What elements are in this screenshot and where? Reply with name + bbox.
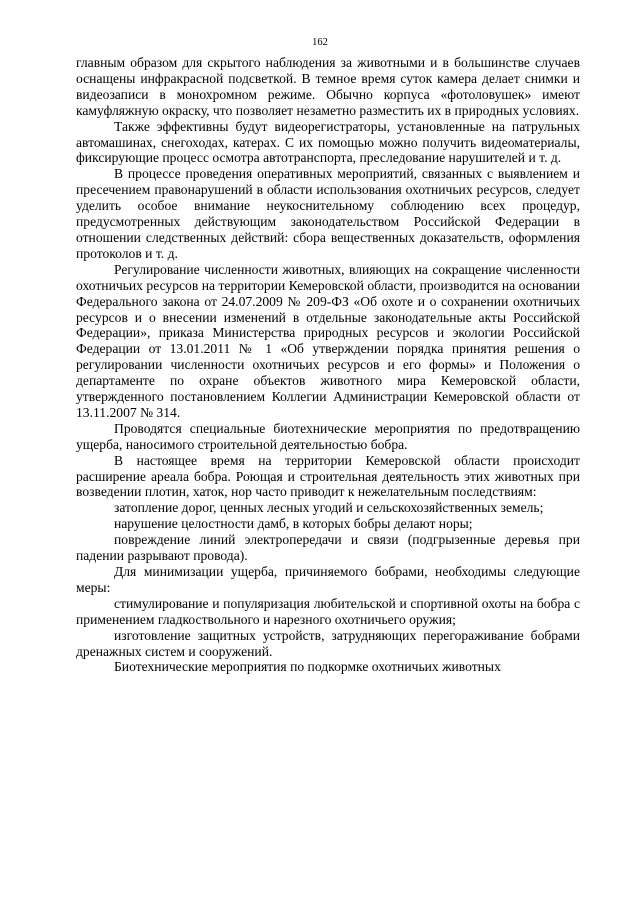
paragraph-biotechnical-measures: Проводятся специальные биотехнические мероприятия по предотвращению ущерба, наносимого строительной деятельностью бобра. bbox=[76, 420, 580, 452]
paragraph-beaver-range: В настоящее время на территории Кемеровской области происходит расширение ареала бобра. Роющая и строительная деятельность этих животных при возведении плотин, хаток, нор часто приводит к нежелательным последствиям: bbox=[76, 452, 580, 500]
list-item-power-lines: повреждение линий электропередачи и связи (подгрызенные деревья при падении разрывают провода). bbox=[76, 532, 580, 564]
paragraph-operational-measures: В процессе проведения оперативных мероприятий, связанных с выявлением и пресечением правонарушений в области использования охотничьих ресурсов, следует уделить особое внимание неукоснительному соблюдению всех процедур, предусмотренных действующим законодательством Российской Федерации в отношении следственных действий: сбора вещественных доказательств, оформления протоколов и т. д. bbox=[76, 166, 580, 261]
paragraph-damage-minimization: Для минимизации ущерба, причиняемого бобрами, необходимы следующие меры: bbox=[76, 564, 580, 595]
document-body bbox=[76, 55, 580, 675]
list-item-protective-devices: изготовление защитных устройств, затрудняющих перегораживание бобрами дренажных систем и сооружений. bbox=[76, 627, 580, 659]
list-item-flooding: затопление дорог, ценных лесных угодий и сельскохозяйственных земель; bbox=[114, 500, 544, 516]
paragraph-feeding-measures: Биотехнические мероприятия по подкормке охотничьих животных bbox=[114, 659, 501, 675]
paragraph-population-regulation: Регулирование численности животных, влияющих на сокращение численности охотничьих ресурсов на территории Кемеровской области, производится на основании Федерального закона от 24.07.2009 № 209-ФЗ «Об охоте и о сохранении охотничьих ресурсов и о внесении изменений в отдельные законодательные акты Российской Федерации», приказа Министерства природных ресурсов и экологии Российской Федерации от 13.01.2011 № 1 «Об утверждении порядка принятия решения о регулировании численности охотничьих ресурсов и его формы» и Положения о департаменте по охране объектов животного мира Кемеровской области, утвержденного постановлением Коллегии Администрации Кемеровской области от 13.11.2007 № 314. bbox=[76, 261, 580, 420]
list-item-hunting: стимулирование и популяризация любительской и спортивной охоты на бобра с применением гладкоствольного и нарезного охотничьего оружия; bbox=[76, 595, 580, 627]
list-item-dam-damage: нарушение целостности дамб, в которых бобры делают норы; bbox=[114, 516, 473, 532]
paragraph-video-recorders: Также эффективны будут видеорегистраторы, установленные на патрульных автомашинах, снегоходах, катерах. С их помощью можно получить видеоматериалы, фиксирующие процесс осмотра автотранспорта, преследование нарушителей и т. д. bbox=[76, 118, 580, 166]
page-number: 162 bbox=[312, 37, 328, 48]
paragraph-continuation: главным образом для скрытого наблюдения за животными и в большинстве случаев оснащены инфракрасной подсветкой. В темное время суток камера делает снимки и видеозаписи в монохромном режиме. Обычно корпуса «фотоловушек» имеют камуфляжную окраску, что позволяет незаметно разместить их в природных условиях. bbox=[76, 55, 580, 118]
